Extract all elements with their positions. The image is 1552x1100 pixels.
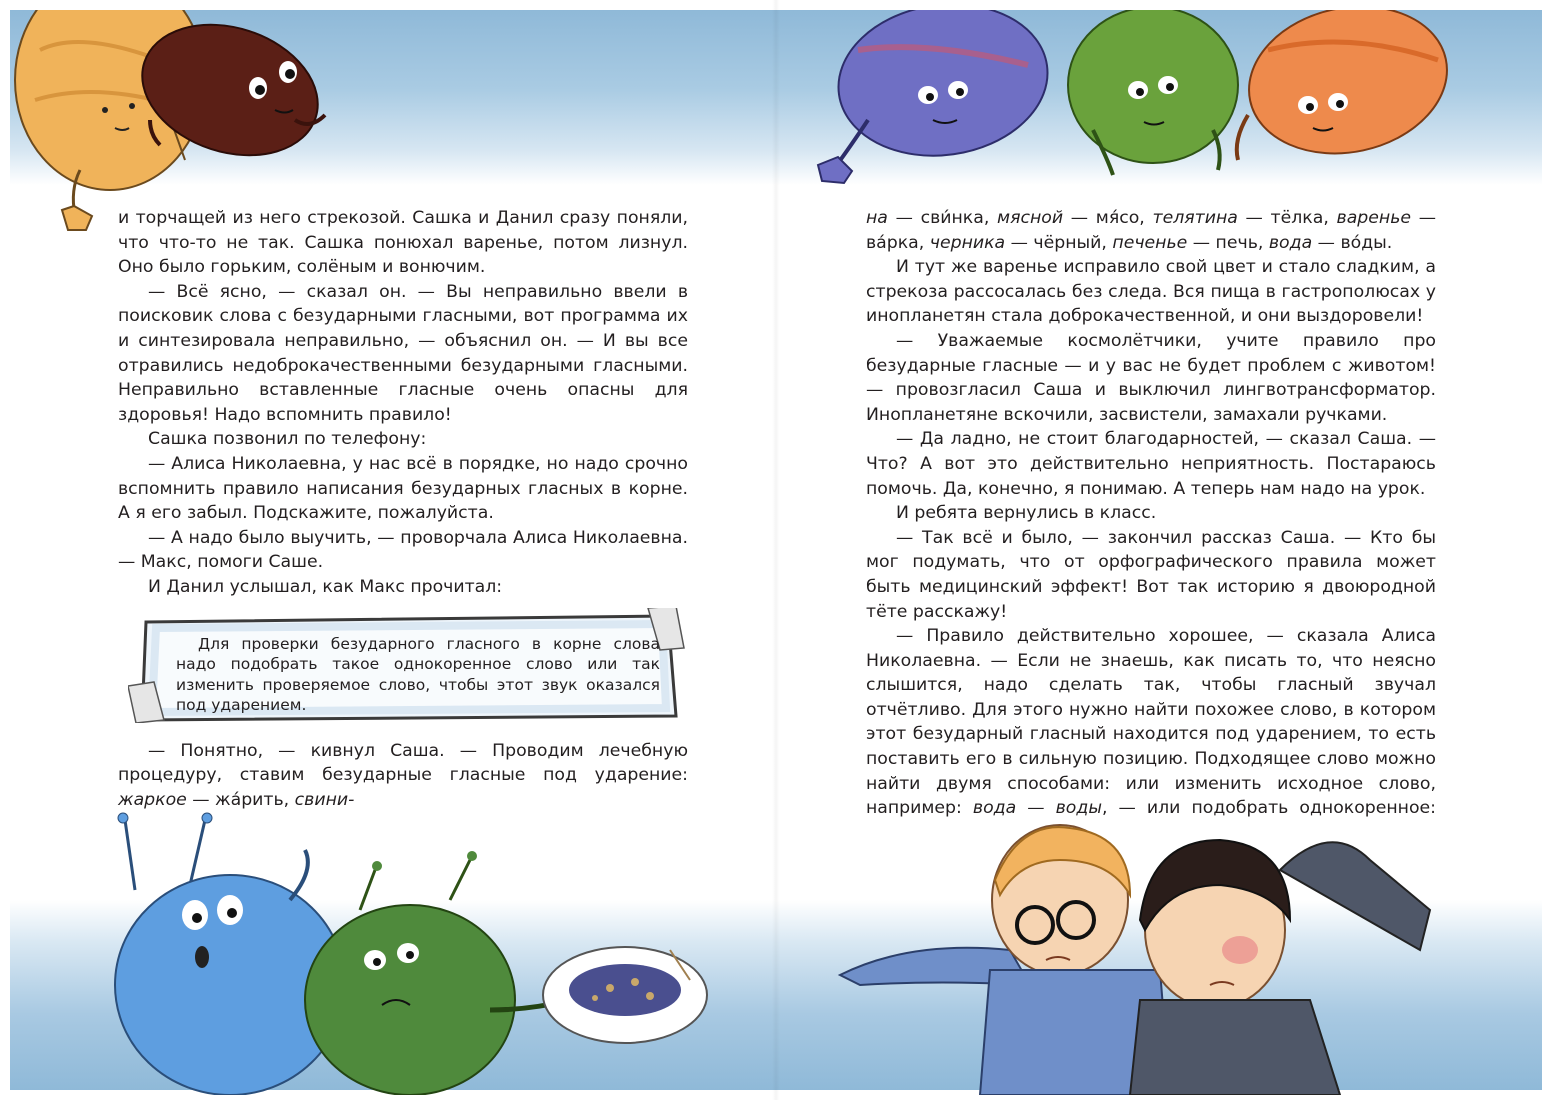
green-alien-bottom bbox=[305, 851, 570, 1095]
paragraph: — Уважаемые космолётчики, учите правило про безударные гласные — и у вас не будет проблем с животом! — провозгласил Саша и выключил лингвотрансформатор. Инопланетяне вскочили, засвистели, замахали ручками. bbox=[866, 330, 1436, 425]
example-word: вода bbox=[1268, 232, 1313, 253]
illustration-top-left-aliens bbox=[10, 10, 340, 235]
paragraph: И тут же варенье исправило свой цвет и стало сладким, а стрекоза рассосалась без следа. Вся пища в гастрополюсах у инопланетян стала доброкачественной, и они выздоровели! bbox=[866, 257, 1436, 327]
example-word: мясной bbox=[997, 208, 1064, 228]
page-gutter bbox=[772, 0, 780, 1100]
text-run: — Понятно, — кивнул Саша. — Проводим лечебную процедуру, ставим безударные гласные под ударение: bbox=[118, 740, 688, 786]
paragraph bbox=[866, 206, 1436, 255]
text-run: — мя́со, bbox=[1063, 208, 1153, 228]
coral-alien bbox=[1235, 10, 1448, 171]
text-run: — жа́рить, bbox=[186, 789, 295, 810]
paragraph: и торчащей из него стрекозой. Сашка и Данил сразу поняли, что что-то не так. Сашка понюхал варенье, потом лизнул. Оно было горьким, солёным и вонючим. bbox=[118, 208, 688, 278]
plate-with-jam bbox=[543, 947, 707, 1043]
paragraph: И Данил услышал, как Макс прочитал: bbox=[148, 576, 503, 597]
text-run: — тёлка, bbox=[1237, 208, 1337, 228]
purple-alien bbox=[818, 10, 1057, 183]
text-run: — во́ды. bbox=[1312, 232, 1393, 253]
boy-with-glasses bbox=[840, 825, 1170, 1095]
paragraph: — Всё ясно, — сказал он. — Вы неправильно ввели в поисковик слова с безударными гласными, вот программа их и синтезировала неправильно, — объяснил он. — И вы все отравились недоброкачественными безударными гласными. Неправильно вставленные гласные очень опасны для здоровья! Надо вспомнить правило! bbox=[118, 281, 688, 425]
example-word: на bbox=[866, 208, 888, 228]
left-page-text bbox=[118, 206, 688, 812]
paragraph: И ребята вернулись в класс. bbox=[896, 503, 1157, 524]
paragraph: — Так всё и было, — закончил рассказ Саша. — Кто бы мог подумать, что от орфографического правила может быть медицинский эффект! Вот так историю я двоюродной тёте расскажу! bbox=[866, 527, 1436, 622]
example-word: свини- bbox=[294, 789, 355, 810]
right-page-text bbox=[866, 206, 1436, 821]
example-word: черника bbox=[929, 232, 1006, 253]
paragraph bbox=[866, 624, 1436, 821]
example-word: варенье bbox=[1336, 208, 1412, 228]
example-word: вода — воды bbox=[972, 798, 1102, 819]
illustration-bottom-left-aliens bbox=[90, 810, 770, 1095]
example-word: печенье bbox=[1112, 232, 1188, 253]
rule-box bbox=[128, 608, 688, 723]
example-word: телятина bbox=[1152, 208, 1238, 228]
text-run: — Правило действительно хорошее, — сказала Алиса Николаевна. — Если не знаешь, как писать то, что неясно слышится, надо сделать так, чтобы гласный звучал отчётливо. Для этого нужно найти похожее слово, в котором этот безударный гласный находится под ударением, то есть поставить его в сильную позицию. Подходящее слово можно найти двумя способами: или изменить исходное слово, например: bbox=[866, 626, 1436, 819]
paragraph: — Алиса Николаевна, у нас всё в порядке, но надо срочно вспомнить правило написания безударных гласных в корне. А я его забыл. Подскажите, пожалуйста. bbox=[118, 453, 688, 524]
text-run: , — или подобрать однокоренное: bbox=[1101, 798, 1437, 819]
green-alien-top bbox=[1068, 10, 1238, 175]
rule-text: Для проверки безударного гласного в корне слова надо подобрать такое однокоренное слово или так изменить проверяемое слово, чтобы этот звук оказался под ударением. bbox=[176, 634, 660, 714]
paragraph bbox=[118, 739, 688, 813]
text-run: — ва́рка, bbox=[866, 208, 1437, 253]
paragraph: — Да ладно, не стоит благодарностей, — сказал Саша. — Что? А вот это действительно неприятность. Постараюсь помочь. Да, конечно, я понимаю. А теперь нам надо на урок. bbox=[866, 429, 1436, 499]
illustration-top-right-aliens bbox=[808, 10, 1448, 200]
text-run: — печь, bbox=[1187, 232, 1269, 253]
illustration-bottom-right-boys bbox=[830, 800, 1470, 1095]
boy-dark-hair bbox=[1130, 840, 1430, 1095]
paragraph: — А надо было выучить, — проворчала Алиса Николаевна. — Макс, помоги Саше. bbox=[118, 527, 688, 573]
text-run: — сви́нка, bbox=[887, 208, 998, 228]
text-run: — чёрный, bbox=[1005, 232, 1113, 253]
example-word: жаркое bbox=[118, 789, 187, 810]
paragraph: Сашка позвонил по телефону: bbox=[148, 429, 427, 450]
blue-alien bbox=[115, 813, 345, 1095]
